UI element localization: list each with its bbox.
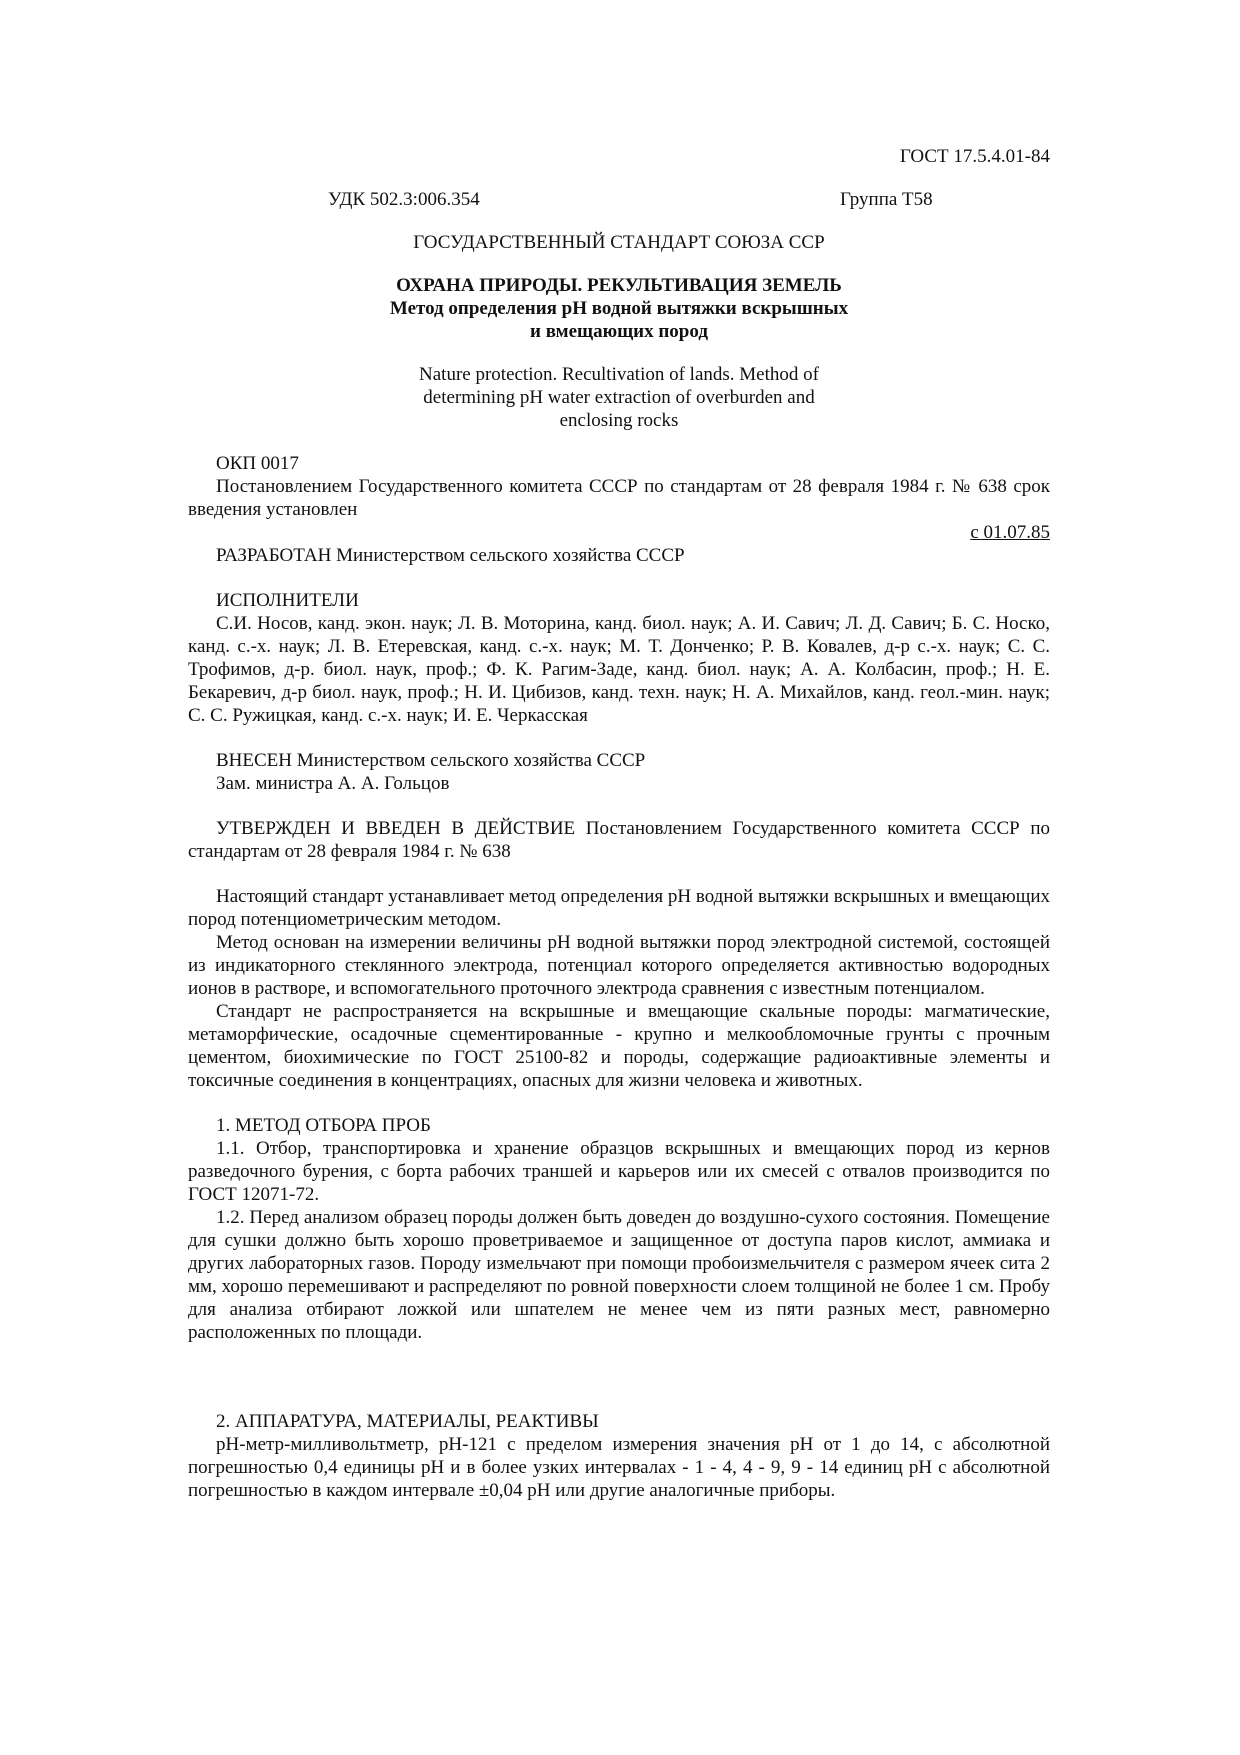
udk-code: УДК 502.3:006.354: [328, 189, 480, 210]
section-1-heading: 1. МЕТОД ОТБОРА ПРОБ: [216, 1115, 431, 1136]
developed-by: РАЗРАБОТАН Министерством сельского хозяйства СССР: [216, 545, 685, 566]
title-line-1: ОХРАНА ПРИРОДЫ. РЕКУЛЬТИВАЦИЯ ЗЕМЕЛЬ: [396, 275, 842, 296]
section-1-paragraph-1: 1.1. Отбор, транспортировка и хранение образцов вскрышных и вмещающих пород из кернов разведочного бурения, с борта рабочих траншей и карьеров или их смесей с отвалов производится по ГОСТ 12071-72.: [188, 1138, 1050, 1205]
state-standard-heading: ГОСУДАРСТВЕННЫЙ СТАНДАРТ СОЮЗА ССР: [413, 232, 825, 253]
section-2-paragraph-1: рН-метр-милливольтметр, рН-121 с пределом измерения значения рН от 1 до 14, с абсолютной погрешностью 0,4 единицы рН и в более узких интервалах - 1 - 4, 4 - 9, 9 - 14 единиц рН с абсолютной погрешностью в каждом интервале ±0,04 рН или другие аналогичные приборы.: [188, 1434, 1050, 1501]
deputy-minister: Зам. министра А. А. Гольцов: [216, 773, 450, 794]
document-page: [188, 145, 1050, 1502]
introduced-by: ВНЕСЕН Министерством сельского хозяйства СССР: [216, 750, 646, 771]
executors-list: С.И. Носов, канд. экон. наук; Л. В. Моторина, канд. биол. наук; А. И. Савич; Л. Д. Савич; Б. С. Носко, канд. с.-х. наук; Л. В. Етеревская, канд. с.-х. наук; М. Т. Донченко; Р. В. Ковалев, д-р с.-х. наук; С. С. Трофимов, д-р. биол. наук, проф.; Ф. К. Рагим-Заде, канд. биол. наук; А. А. Колбасин, проф.; Н. Е. Бекаревич, д-р биол. наук, проф.; Н. И. Цибизов, канд. техн. наук; Н. А. Михайлов, канд. геол.-мин. наук; С. С. Ружицкая, канд. с.-х. наук; И. Е. Черкасская: [188, 613, 1050, 726]
title-line-2: Метод определения рН водной вытяжки вскрышных: [389, 298, 849, 319]
classification-row: [188, 188, 1050, 211]
english-title-line-2: determining pH water extraction of overburden and: [423, 387, 815, 408]
section-2-heading: 2. АППАРАТУРА, МАТЕРИАЛЫ, РЕАКТИВЫ: [216, 1411, 599, 1432]
section-1-paragraph-2: 1.2. Перед анализом образец породы должен быть доведен до воздушно-сухого состояния. Помещение для сушки должно быть хорошо проветриваемое и защищенное от доступа паров кислот, аммиака и других лабораторных газов. Породу измельчают при помощи пробоизмельчителя с размером ячеек сита 2 мм, хорошо перемешивают и распределяют по ровной поверхности слоем толщиной не более 1 см. Пробу для анализа отбирают ложкой или шпателем не менее чем из пяти разных мест, равномерно расположенных по площади.: [188, 1207, 1050, 1343]
effective-date: с 01.07.85: [970, 522, 1050, 543]
intro-paragraph-3: Стандарт не распространяется на вскрышные и вмещающие скальные породы: магматические, метаморфические, осадочные сцементированные - крупно и мелкообломочные грунты с прочным цементом, биохимические по ГОСТ 25100-82 и породы, содержащие радиоактивные элементы и токсичные соединения в концентрациях, опасных для жизни человека и животных.: [188, 1001, 1050, 1091]
title-line-3: и вмещающих пород: [530, 321, 708, 342]
approved-text: УТВЕРЖДЕН И ВВЕДЕН В ДЕЙСТВИЕ Постановлением Государственного комитета СССР по стандартам от 28 февраля 1984 г. № 638: [188, 818, 1050, 862]
gost-number: ГОСТ 17.5.4.01-84: [899, 146, 1050, 167]
okp-code: ОКП 0017: [216, 453, 299, 474]
intro-paragraph-2: Метод основан на измерении величины рН водной вытяжки пород электродной системой, состоящей из индикаторного стеклянного электрода, потенциал которого определяется активностью водородных ионов в растворе, и вспомогательного проточного электрода сравнения с известным потенциалом.: [188, 932, 1050, 999]
english-title-line-3: enclosing rocks: [559, 410, 679, 431]
group-code: Группа Т58: [840, 189, 933, 210]
decree-text: Постановлением Государственного комитета СССР по стандартам от 28 февраля 1984 г. № 638 срок введения установлен: [188, 476, 1050, 520]
executors-heading: ИСПОЛНИТЕЛИ: [216, 590, 359, 611]
english-title-line-1: Nature protection. Recultivation of lands. Method of: [419, 364, 819, 385]
intro-paragraph-1: Настоящий стандарт устанавливает метод определения рН водной вытяжки вскрышных и вмещающих пород потенциометрическим методом.: [188, 886, 1050, 930]
